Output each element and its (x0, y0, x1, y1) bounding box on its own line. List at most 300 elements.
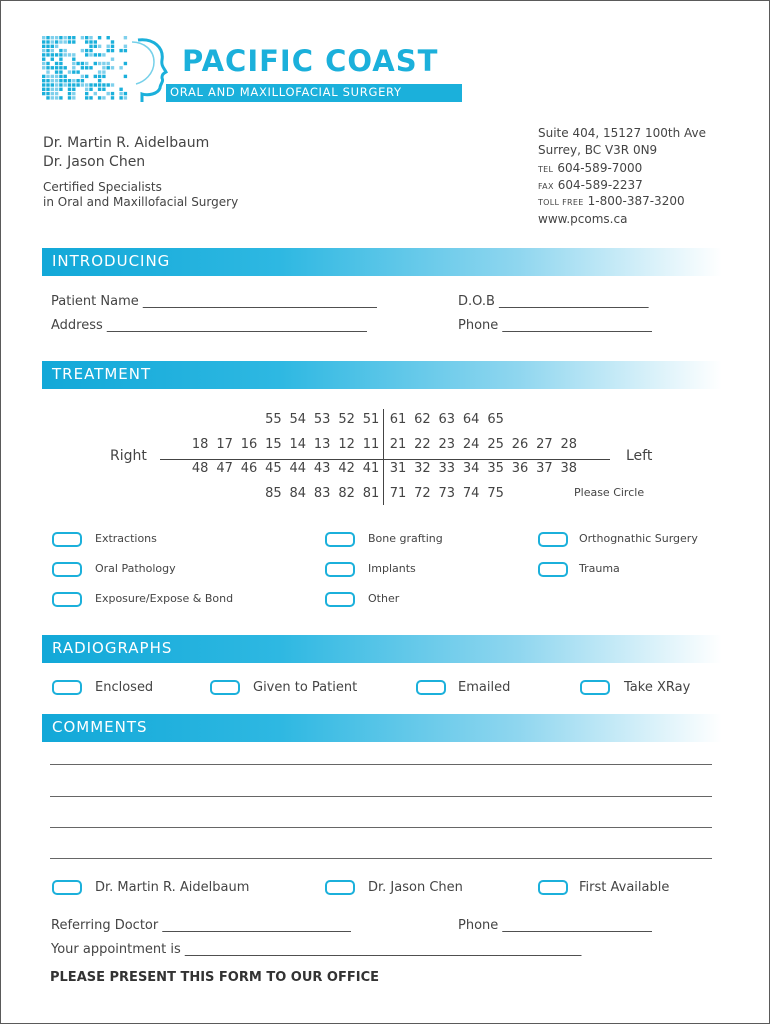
logo-mosaic-tile (119, 66, 122, 69)
tooth-number[interactable]: 47 (216, 461, 233, 476)
logo-mosaic-tile (94, 62, 97, 65)
left-label: Left (626, 448, 653, 464)
enclosed-label: Enclosed (95, 680, 154, 695)
exposure-checkbox[interactable] (52, 592, 82, 607)
tollfree-line (538, 194, 685, 208)
logo-mosaic-tile (59, 75, 62, 78)
logo-mosaic-tile (102, 83, 105, 86)
logo-mosaic-tile (102, 96, 105, 99)
logo-mosaic-tile (89, 49, 92, 52)
logo-mosaic-tile (94, 83, 97, 86)
logo-mosaic-tile (42, 45, 45, 48)
logo-mosaic-tile (42, 92, 45, 95)
logo-mosaic-tile (89, 40, 92, 43)
logo-mosaic-tile (68, 96, 71, 99)
logo-mosaic-tile (72, 79, 75, 82)
logo-subtitle: ORAL AND MAXILLOFACIAL SURGERY (170, 85, 402, 99)
logo-face-icon (128, 38, 168, 102)
implants-label: Implants (368, 562, 416, 575)
logo-mosaic-tile (94, 75, 97, 78)
logo-mosaic-tile (94, 92, 97, 95)
logo-mosaic-tile (46, 92, 49, 95)
trauma-label: Trauma (579, 562, 620, 575)
emailed-checkbox[interactable] (416, 680, 446, 695)
tooth-number[interactable]: 36 (511, 461, 529, 476)
logo-mosaic-tile (46, 62, 49, 65)
logo-mosaic-tile (42, 83, 45, 86)
logo-mosaic-tile (46, 45, 49, 48)
logo-mosaic-tile (68, 40, 71, 43)
logo-mosaic-tile (46, 75, 49, 78)
logo-mosaic-tile (51, 83, 54, 86)
trauma-checkbox[interactable] (538, 562, 568, 577)
aidelbaum-checkbox[interactable] (52, 880, 82, 895)
tooth-number[interactable]: 12 (338, 437, 355, 452)
tooth-number[interactable]: 37 (536, 461, 553, 476)
logo-mosaic-tile (111, 83, 114, 86)
treatment-bar (42, 361, 722, 389)
logo-mosaic-tile (76, 70, 79, 73)
tooth-number[interactable]: 34 (462, 461, 480, 476)
teeth-chart-vertical-divider (383, 409, 384, 505)
logo-mosaic-tile (107, 92, 110, 95)
doctor-name-2: Dr. Jason Chen (43, 154, 146, 170)
logo-mosaic-tile (55, 92, 58, 95)
logo-mosaic-tile (124, 62, 127, 65)
logo-mosaic-tile (42, 49, 45, 52)
logo-title: PACIFIC COAST (182, 44, 439, 78)
logo-mosaic-tile (85, 62, 88, 65)
logo-mosaic-tile (55, 45, 58, 48)
logo-mosaic-tile (64, 36, 67, 39)
tooth-number[interactable]: 63 (438, 412, 456, 427)
logo-mosaic-tile (98, 88, 101, 91)
logo-mosaic-tile (107, 62, 110, 65)
logo-mosaic-tile (81, 36, 84, 39)
logo-mosaic-tile (98, 53, 101, 56)
logo-mosaic-tile (46, 79, 49, 82)
aidelbaum-label: Dr. Martin R. Aidelbaum (95, 880, 250, 895)
comment-line[interactable] (50, 827, 712, 828)
logo-mosaic-tile (119, 49, 122, 52)
tooth-number[interactable]: 75 (487, 486, 504, 501)
tooth-number[interactable]: 18 (191, 437, 209, 452)
logo-mosaic-tile (98, 70, 101, 73)
first-available-label: First Available (579, 880, 670, 895)
tooth-number[interactable]: 31 (389, 461, 407, 476)
tooth-number[interactable]: 84 (289, 486, 307, 501)
logo-mosaic-tile (85, 53, 88, 56)
logo-mosaic-tile (51, 88, 54, 91)
tooth-number[interactable]: 72 (414, 486, 431, 501)
tooth-number[interactable]: 13 (313, 437, 331, 452)
specialty-line-2: in Oral and Maxillofacial Surgery (43, 195, 239, 209)
fax-label: FAX (538, 182, 554, 191)
logo-mosaic-tile (72, 96, 75, 99)
oral-pathology-label: Oral Pathology (95, 562, 176, 575)
logo-mosaic-tile (72, 40, 75, 43)
present-form-note: PLEASE PRESENT THIS FORM TO OUR OFFICE (50, 970, 379, 985)
logo-mosaic-tile (55, 88, 58, 91)
logo-mosaic-tile (89, 83, 92, 86)
logo-mosaic-tile (102, 66, 105, 69)
logo-mosaic-tile (72, 62, 75, 65)
tooth-number[interactable]: 53 (313, 412, 331, 427)
logo-mosaic-tile (85, 75, 88, 78)
tooth-number[interactable]: 81 (362, 486, 380, 501)
tollfree-label: TOLL FREE (538, 198, 584, 207)
logo-mosaic-tile (42, 40, 45, 43)
bone-grafting-checkbox[interactable] (325, 532, 355, 547)
specialty-line-1: Certified Specialists (43, 180, 162, 194)
logo-mosaic-tile (94, 45, 97, 48)
logo-mosaic-tile (98, 75, 101, 78)
teeth-chart-horizontal-divider (160, 459, 610, 460)
logo-mosaic-tile (111, 92, 114, 95)
tooth-number[interactable]: 48 (191, 461, 209, 476)
tooth-number[interactable]: 23 (438, 437, 456, 452)
radiographs-bar (42, 635, 722, 663)
tooth-number[interactable]: 51 (362, 412, 380, 427)
logo-mosaic-tile (46, 49, 49, 52)
logo-mosaic-tile (68, 88, 71, 91)
introducing-title: INTRODUCING (52, 252, 171, 270)
logo-mosaic-icon (42, 36, 128, 102)
logo-mosaic-tile (111, 40, 114, 43)
tooth-number[interactable]: 26 (511, 437, 529, 452)
logo-mosaic-tile (89, 36, 92, 39)
tooth-number[interactable]: 22 (414, 437, 431, 452)
enclosed-checkbox[interactable] (52, 680, 82, 695)
logo-mosaic-tile (51, 66, 54, 69)
tooth-number[interactable]: 38 (560, 461, 578, 476)
logo-mosaic-tile (72, 70, 75, 73)
tollfree-value: 1-800-387-3200 (587, 194, 685, 208)
logo-mosaic-tile (46, 88, 49, 91)
logo-mosaic-tile (98, 96, 101, 99)
tooth-number[interactable]: 21 (389, 437, 407, 452)
tooth-number[interactable]: 85 (265, 486, 282, 501)
extractions-label: Extractions (95, 532, 157, 545)
logo-mosaic-tile (81, 75, 84, 78)
logo-mosaic-tile (55, 66, 58, 69)
logo-mosaic-tile (72, 53, 75, 56)
logo-mosaic-tile (111, 58, 114, 61)
logo-mosaic-tile (124, 45, 127, 48)
logo-mosaic-tile (89, 96, 92, 99)
logo-mosaic-tile (85, 40, 88, 43)
tooth-number[interactable]: 41 (362, 461, 380, 476)
logo-mosaic-tile (111, 49, 114, 52)
logo-mosaic-tile (81, 49, 84, 52)
logo-mosaic-tile (51, 75, 54, 78)
tooth-number[interactable]: 83 (313, 486, 331, 501)
phone-field[interactable]: Phone _______________________ (458, 318, 652, 333)
tooth-number[interactable]: 74 (462, 486, 480, 501)
logo-mosaic-tile (51, 92, 54, 95)
tooth-number[interactable]: 17 (216, 437, 233, 452)
tooth-number[interactable]: 64 (462, 412, 480, 427)
logo-mosaic-tile (42, 79, 45, 82)
logo-mosaic-tile (85, 92, 88, 95)
logo-mosaic-tile (98, 83, 101, 86)
logo-mosaic-tile (124, 92, 127, 95)
tooth-number[interactable]: 54 (289, 412, 307, 427)
other-label: Other (368, 592, 400, 605)
logo-mosaic-tile (85, 88, 88, 91)
comment-line[interactable] (50, 796, 712, 797)
logo-mosaic-tile (59, 70, 62, 73)
treatment-title: TREATMENT (52, 365, 152, 383)
bone-grafting-label: Bone grafting (368, 532, 443, 545)
take-xray-checkbox[interactable] (580, 680, 610, 695)
comment-line[interactable] (50, 858, 712, 859)
logo-mosaic-tile (55, 36, 58, 39)
implants-checkbox[interactable] (325, 562, 355, 577)
logo-mosaic-tile (42, 36, 45, 39)
tooth-number[interactable]: 27 (536, 437, 553, 452)
tooth-number[interactable]: 15 (265, 437, 282, 452)
logo-mosaic-tile (51, 79, 54, 82)
tooth-number[interactable]: 55 (265, 412, 282, 427)
logo-mosaic-tile (55, 96, 58, 99)
tooth-number[interactable]: 25 (487, 437, 504, 452)
logo-mosaic-tile (51, 40, 54, 43)
logo-mosaic-tile (98, 36, 101, 39)
logo-mosaic-tile (72, 83, 75, 86)
logo-mosaic-tile (42, 58, 45, 61)
tooth-number[interactable]: 35 (487, 461, 504, 476)
tooth-number[interactable]: 45 (265, 461, 282, 476)
logo-mosaic-tile (42, 66, 45, 69)
logo-mosaic-tile (124, 75, 127, 78)
logo-mosaic-tile (42, 62, 45, 65)
appointment-field[interactable]: Your appointment is _____________________________________________________________ (51, 942, 582, 957)
logo-mosaic-tile (46, 66, 49, 69)
logo-mosaic-tile (111, 45, 114, 48)
logo-mosaic-tile (81, 66, 84, 69)
logo-mosaic-tile (64, 66, 67, 69)
logo-mosaic-tile (98, 45, 101, 48)
logo-mosaic-tile (107, 83, 110, 86)
tel-value: 604-589-7000 (557, 161, 643, 175)
logo-mosaic-tile (59, 53, 62, 56)
logo-mosaic-tile (59, 49, 62, 52)
logo-mosaic-tile (94, 40, 97, 43)
other-checkbox[interactable] (325, 592, 355, 607)
tooth-number[interactable]: 16 (240, 437, 258, 452)
oral-pathology-checkbox[interactable] (52, 562, 82, 577)
logo-mosaic-tile (102, 53, 105, 56)
logo-mosaic-tile (68, 92, 71, 95)
logo-mosaic-tile (119, 96, 122, 99)
logo-mosaic-tile (59, 88, 62, 91)
logo-mosaic-tile (59, 66, 62, 69)
logo-mosaic-tile (111, 66, 114, 69)
logo-mosaic-tile (89, 45, 92, 48)
tooth-number[interactable]: 28 (560, 437, 578, 452)
logo-mosaic-tile (51, 49, 54, 52)
logo-mosaic-tile (94, 53, 97, 56)
comment-line[interactable] (50, 764, 712, 765)
tooth-number[interactable]: 73 (438, 486, 456, 501)
given-to-patient-checkbox[interactable] (210, 680, 240, 695)
logo-mosaic-tile (68, 36, 71, 39)
logo-mosaic-tile (102, 88, 105, 91)
take-xray-label: Take XRay (624, 680, 691, 695)
logo-mosaic-tile (55, 70, 58, 73)
logo-mosaic-tile (51, 58, 54, 61)
tooth-number[interactable]: 71 (389, 486, 407, 501)
comments-title: COMMENTS (52, 718, 148, 736)
comments-bar (42, 714, 722, 742)
logo-mosaic-tile (42, 88, 45, 91)
patient-name-field[interactable]: Patient Name ____________________________________ (51, 294, 377, 309)
logo-mosaic-tile (51, 45, 54, 48)
orthognathic-checkbox[interactable] (538, 532, 568, 547)
given-to-patient-label: Given to Patient (253, 680, 358, 695)
logo-mosaic-tile (102, 70, 105, 73)
logo-mosaic-tile (68, 70, 71, 73)
referring-phone-field[interactable]: Phone _______________________ (458, 918, 652, 933)
logo-mosaic-tile (72, 58, 75, 61)
address-line-1: Suite 404, 15127 100th Ave (538, 126, 706, 140)
logo-mosaic-tile (89, 88, 92, 91)
exposure-label: Exposure/Expose & Bond (95, 592, 234, 605)
logo-mosaic-tile (46, 40, 49, 43)
tooth-number[interactable]: 44 (289, 461, 307, 476)
logo-mosaic-tile (76, 62, 79, 65)
tooth-number[interactable]: 62 (414, 412, 431, 427)
logo-mosaic-tile (124, 96, 127, 99)
logo-mosaic-tile (64, 75, 67, 78)
logo-mosaic-tile (85, 96, 88, 99)
logo-mosaic-tile (119, 88, 122, 91)
tooth-number[interactable]: 82 (338, 486, 355, 501)
tooth-number[interactable]: 43 (313, 461, 331, 476)
logo-mosaic-tile (64, 49, 67, 52)
logo-mosaic-tile (51, 36, 54, 39)
logo-mosaic-tile (64, 53, 67, 56)
logo-mosaic-tile (81, 83, 84, 86)
logo-mosaic-tile (59, 62, 62, 65)
tel-label: TEL (538, 165, 554, 174)
logo-mosaic-tile (59, 83, 62, 86)
dob-field[interactable]: D.O.B _______________________ (458, 294, 649, 309)
doctor-name-1: Dr. Martin R. Aidelbaum (43, 135, 210, 151)
logo-mosaic-tile (119, 92, 122, 95)
logo-mosaic-tile (59, 96, 62, 99)
tooth-number[interactable]: 42 (338, 461, 355, 476)
logo-mosaic-tile (124, 49, 127, 52)
logo-mosaic-tile (89, 66, 92, 69)
logo-mosaic-tile (72, 66, 75, 69)
address-field[interactable]: Address ________________________________________ (51, 318, 367, 333)
tooth-number[interactable]: 24 (462, 437, 480, 452)
logo-mosaic-tile (55, 75, 58, 78)
logo-mosaic-tile (68, 53, 71, 56)
logo-mosaic-tile (124, 36, 127, 39)
fax-line (538, 178, 643, 192)
logo-mosaic-tile (42, 75, 45, 78)
logo-mosaic-tile (85, 66, 88, 69)
tooth-number[interactable]: 61 (389, 412, 407, 427)
tooth-number[interactable]: 46 (240, 461, 258, 476)
logo-mosaic-tile (64, 79, 67, 82)
logo-mosaic-tile (51, 53, 54, 56)
logo-mosaic-tile (46, 70, 49, 73)
logo-mosaic-tile (72, 36, 75, 39)
logo-mosaic-tile (81, 62, 84, 65)
logo-mosaic-tile (46, 96, 49, 99)
extractions-checkbox[interactable] (52, 532, 82, 547)
fax-value: 604-589-2237 (557, 178, 643, 192)
logo-mosaic-tile (76, 79, 79, 82)
logo-mosaic-tile (107, 45, 110, 48)
tooth-number[interactable]: 52 (338, 412, 355, 427)
radiographs-title: RADIOGRAPHS (52, 639, 173, 657)
introducing-bar (42, 248, 722, 276)
logo-mosaic-tile (59, 40, 62, 43)
tel-line (538, 161, 642, 175)
logo-mosaic-tile (72, 92, 75, 95)
logo-mosaic-tile (55, 53, 58, 56)
logo-mosaic-tile (98, 62, 101, 65)
tooth-number[interactable]: 65 (487, 412, 504, 427)
logo-mosaic-tile (51, 96, 54, 99)
logo-mosaic-tile (111, 96, 114, 99)
logo-mosaic-tile (85, 36, 88, 39)
chen-checkbox[interactable] (325, 880, 355, 895)
logo-mosaic-tile (107, 49, 110, 52)
tooth-number[interactable]: 14 (289, 437, 307, 452)
logo-mosaic-tile (42, 53, 45, 56)
logo-mosaic-tile (59, 79, 62, 82)
logo-mosaic-tile (107, 36, 110, 39)
logo-mosaic-tile (55, 83, 58, 86)
logo-mosaic-tile (55, 79, 58, 82)
logo-mosaic-tile (46, 83, 49, 86)
emailed-label: Emailed (458, 680, 511, 695)
tooth-number[interactable]: 32 (414, 461, 431, 476)
tooth-number[interactable]: 33 (438, 461, 456, 476)
please-circle-note: Please Circle (574, 486, 645, 499)
first-available-checkbox[interactable] (538, 880, 568, 895)
logo-mosaic-tile (55, 40, 58, 43)
logo-mosaic-tile (76, 83, 79, 86)
logo-mosaic-tile (59, 58, 62, 61)
website: www.pcoms.ca (538, 212, 628, 226)
tooth-number[interactable]: 11 (362, 437, 380, 452)
logo-mosaic-tile (46, 36, 49, 39)
chen-label: Dr. Jason Chen (368, 880, 463, 895)
referring-doctor-field[interactable]: Referring Doctor _____________________________ (51, 918, 351, 933)
logo-mosaic-tile (68, 83, 71, 86)
logo-mosaic-tile (85, 49, 88, 52)
logo-mosaic-tile (89, 53, 92, 56)
logo-mosaic-tile (64, 83, 67, 86)
logo-mosaic-tile (68, 79, 71, 82)
logo-mosaic-tile (98, 79, 101, 82)
logo-mosaic-tile (72, 88, 75, 91)
right-label: Right (110, 448, 147, 464)
logo-mosaic-tile (46, 53, 49, 56)
logo-mosaic-tile (59, 36, 62, 39)
logo-mosaic-tile (102, 62, 105, 65)
orthognathic-label: Orthognathic Surgery (579, 532, 698, 545)
logo-mosaic-tile (81, 79, 84, 82)
logo-mosaic-tile (107, 66, 110, 69)
